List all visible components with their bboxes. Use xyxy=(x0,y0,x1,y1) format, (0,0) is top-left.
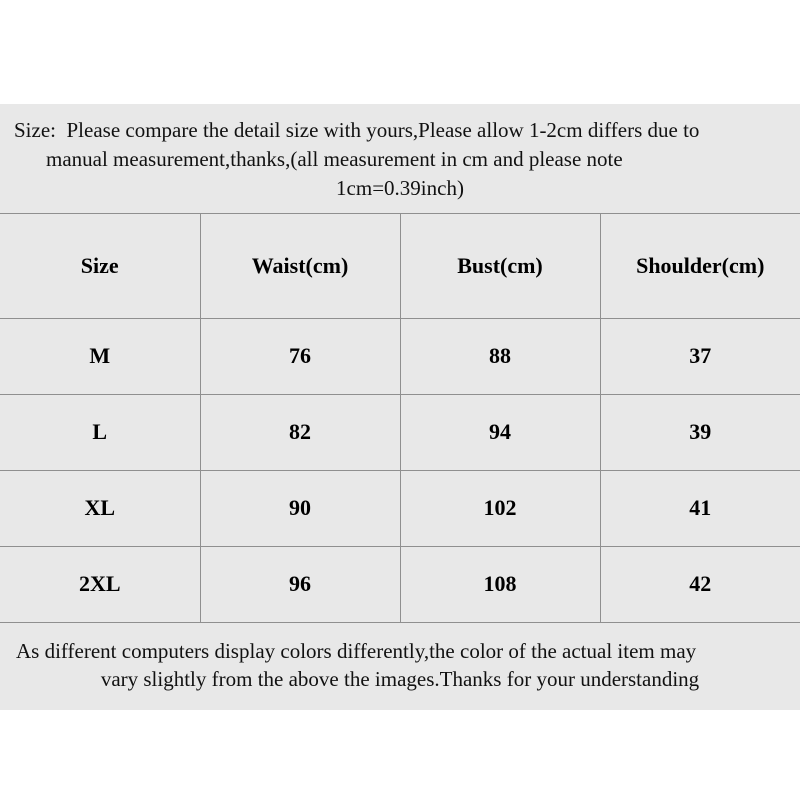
cell-waist: 82 xyxy=(200,394,400,470)
bottom-note-line-1: As different computers display colors differently,the color of the actual item may xyxy=(16,638,697,663)
cell-shoulder: 42 xyxy=(600,546,800,622)
column-header-shoulder: Shoulder(cm) xyxy=(600,213,800,318)
cell-shoulder: 37 xyxy=(600,318,800,394)
top-note-line-1 xyxy=(6,116,794,145)
size-table xyxy=(0,213,800,623)
cell-size: L xyxy=(0,394,200,470)
cell-size: 2XL xyxy=(0,546,200,622)
cell-bust: 88 xyxy=(400,318,600,394)
table-row xyxy=(0,470,800,546)
table-row xyxy=(0,546,800,622)
column-header-size: Size xyxy=(0,213,200,318)
top-note xyxy=(0,104,800,213)
top-note-line-2: manual measurement,thanks,(all measurement in cm and please note xyxy=(46,146,623,171)
column-header-waist: Waist(cm) xyxy=(200,213,400,318)
table-row xyxy=(0,394,800,470)
cell-shoulder: 39 xyxy=(600,394,800,470)
column-header-bust: Bust(cm) xyxy=(400,213,600,318)
cell-bust: 94 xyxy=(400,394,600,470)
table-header-row xyxy=(0,213,800,318)
size-chart-panel xyxy=(0,104,800,710)
cell-size: M xyxy=(0,318,200,394)
top-note-line-3: 1cm=0.39inch) xyxy=(336,175,464,200)
size-label: Size: xyxy=(14,118,56,142)
cell-bust: 102 xyxy=(400,470,600,546)
bottom-note xyxy=(0,623,800,710)
cell-waist: 96 xyxy=(200,546,400,622)
cell-shoulder: 41 xyxy=(600,470,800,546)
top-note-line-1-text: Please compare the detail size with yours,Please allow 1-2cm differs due to xyxy=(66,118,700,142)
cell-waist: 90 xyxy=(200,470,400,546)
table-row xyxy=(0,318,800,394)
cell-bust: 108 xyxy=(400,546,600,622)
cell-waist: 76 xyxy=(200,318,400,394)
bottom-note-line-2: vary slightly from the above the images.Thanks for your understanding xyxy=(100,667,700,692)
cell-size: XL xyxy=(0,470,200,546)
